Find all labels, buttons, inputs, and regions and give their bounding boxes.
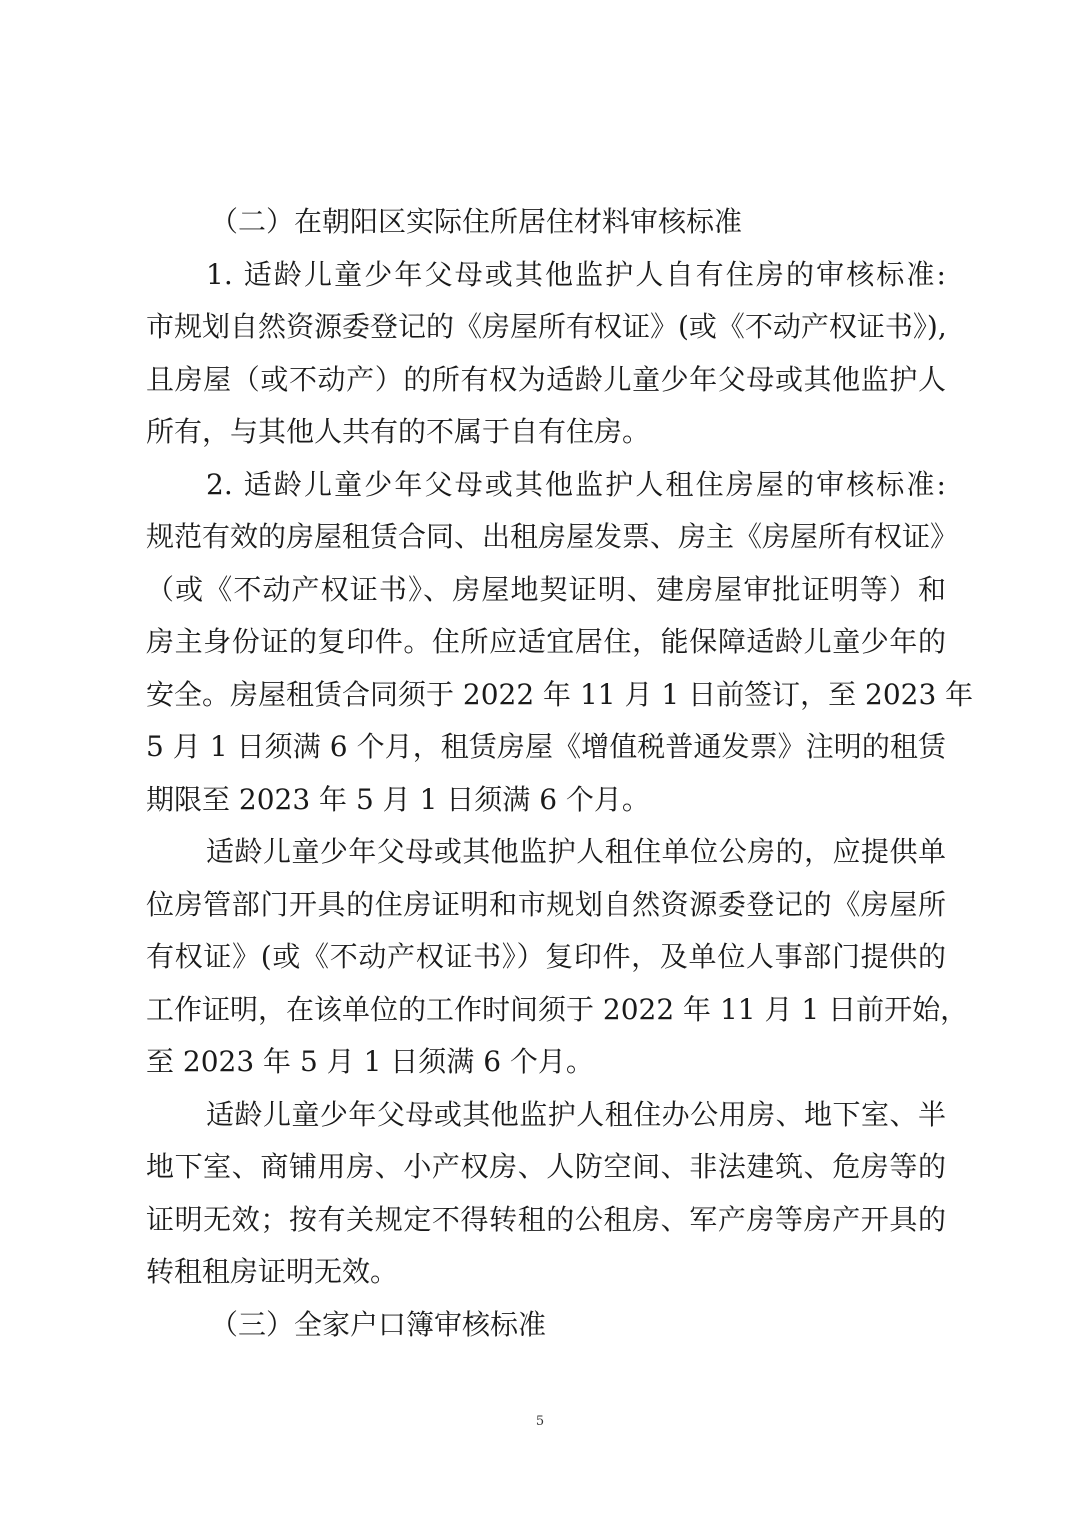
paragraph-line: 所有，与其他人共有的不属于自有住房。 bbox=[146, 415, 651, 448]
paragraph-line: （或《不动产权证书》、房屋地契证明、建房屋审批证明等）和 bbox=[146, 572, 946, 606]
paragraph-line: 5 月 1 日须满 6 个月，租赁房屋《增值税普通发票》注明的租赁 bbox=[146, 730, 946, 763]
paragraph-line: 位房管部门开具的住房证明和市规划自然资源委登记的《房屋所 bbox=[146, 887, 946, 921]
paragraph-line: 至 2023 年 5 月 1 日须满 6 个月。 bbox=[146, 1045, 594, 1078]
paragraph-line: 有权证》(或《不动产权证书》）复印件，及单位人事部门提供的 bbox=[146, 940, 946, 973]
document-body bbox=[146, 196, 974, 1351]
item-1-paragraph bbox=[146, 249, 946, 459]
paragraph-line: 2. 适龄儿童少年父母或其他监护人租住房屋的审核标准: bbox=[206, 467, 946, 501]
paragraph-line: 适龄儿童少年父母或其他监护人租住单位公房的，应提供单 bbox=[206, 835, 946, 868]
paragraph-line: 期限至 2023 年 5 月 1 日须满 6 个月。 bbox=[146, 782, 650, 816]
unit-housing-paragraph bbox=[146, 826, 969, 1089]
paragraph-line: 规范有效的房屋租赁合同、出租房屋发票、房主《房屋所有权证》 bbox=[146, 520, 959, 553]
paragraph-line: 证明无效；按有关规定不得转租的公租房、军产房等房产开具的 bbox=[146, 1202, 946, 1236]
item-2-paragraph bbox=[146, 459, 974, 827]
paragraph-line: 且房屋（或不动产）的所有权为适龄儿童少年父母或其他监护人 bbox=[146, 362, 946, 396]
invalid-proof-paragraph bbox=[146, 1089, 946, 1299]
paragraph-line: 市规划自然资源委登记的《房屋所有权证》(或《不动产权证书》), bbox=[146, 310, 947, 343]
paragraph-line: 工作证明，在该单位的工作时间须于 2022 年 11 月 1 日前开始， bbox=[146, 992, 969, 1026]
section-heading-three: （三）全家户口簿审核标准 bbox=[210, 1307, 547, 1341]
paragraph-line: 地下室、商铺用房、小产权房、人防空间、非法建筑、危房等的 bbox=[146, 1150, 946, 1183]
page-number: 5 bbox=[535, 1414, 545, 1429]
paragraph-line: 房主身份证的复印件。住所应适宜居住，能保障适龄儿童少年的 bbox=[146, 625, 946, 658]
section-heading-two: （二）在朝阳区实际住所居住材料审核标准 bbox=[210, 205, 743, 238]
paragraph-line: 转租租房证明无效。 bbox=[146, 1255, 399, 1288]
paragraph-line: 安全。房屋租赁合同须于 2022 年 11 月 1 日前签订，至 2023 年 bbox=[146, 677, 974, 711]
paragraph-line: 1. 适龄儿童少年父母或其他监护人自有住房的审核标准: bbox=[206, 257, 946, 291]
paragraph-line: 适龄儿童少年父母或其他监护人租住办公用房、地下室、半 bbox=[206, 1097, 946, 1131]
